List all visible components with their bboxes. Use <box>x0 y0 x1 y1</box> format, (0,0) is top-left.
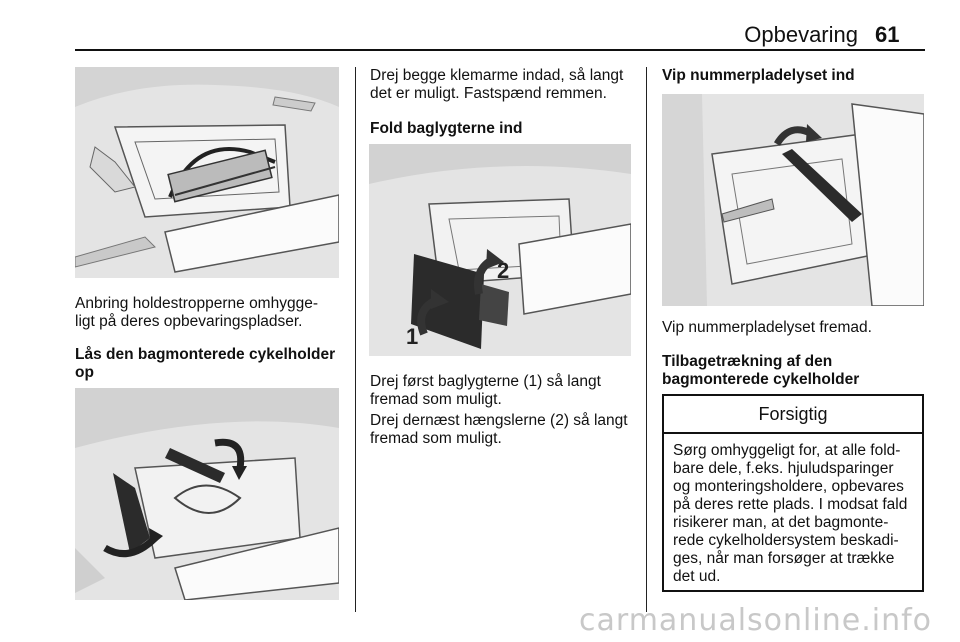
figure-strap-storage <box>75 67 339 278</box>
caution-title: Forsigtig <box>664 396 922 434</box>
watermark: carmanualsonline.info <box>579 603 932 638</box>
section-heading: Fold baglygterne ind <box>370 120 523 137</box>
section-heading: Lås den bagmonterede cykelholder op <box>75 346 336 381</box>
paragraph: Drej først baglygterne (1) så langt fremad som muligt. <box>370 373 601 408</box>
header-rule <box>75 49 925 51</box>
paragraph: Drej begge klemarme indad, så langt det er muligt. Fastspænd remmen. <box>370 67 624 102</box>
section-heading: Tilbagetrækning af den bagmonterede cykelholder <box>662 353 860 388</box>
caution-text: Sørg omhyggeligt for, at alle fold-bare dele, f.eks. hjuludsparinger og monteringsholdere, opbevares på deres rette plads. I modsat fald risikerer man, at det bagmonte-rede cykelholdersystem beskadi-ges, når man forsøger at trække det ud. <box>673 442 908 585</box>
figure-plate-light <box>662 94 924 306</box>
figure-fold-lights <box>369 144 631 356</box>
column-divider-right <box>646 67 647 612</box>
paragraph: Vip nummerpladelyset fremad. <box>662 319 872 336</box>
plate-light-illustration <box>662 94 924 306</box>
unlock-carrier-illustration <box>75 388 339 600</box>
page-number: 61 <box>875 22 900 47</box>
figure-unlock-carrier <box>75 388 339 600</box>
paragraph: Anbring holdestropperne omhygge-ligt på deres opbevaringspladser. <box>75 295 318 330</box>
section-heading: Vip nummerpladelyset ind <box>662 67 855 84</box>
figure-label-2: 2 <box>497 258 510 283</box>
section-title: Opbevaring <box>744 22 858 47</box>
paragraph: Drej dernæst hængslerne (2) så langt fremad som muligt. <box>370 412 628 447</box>
caution-box <box>662 394 924 592</box>
column-divider-left <box>355 67 356 612</box>
strap-storage-illustration <box>75 67 339 278</box>
figure-label-1: 1 <box>406 324 419 349</box>
